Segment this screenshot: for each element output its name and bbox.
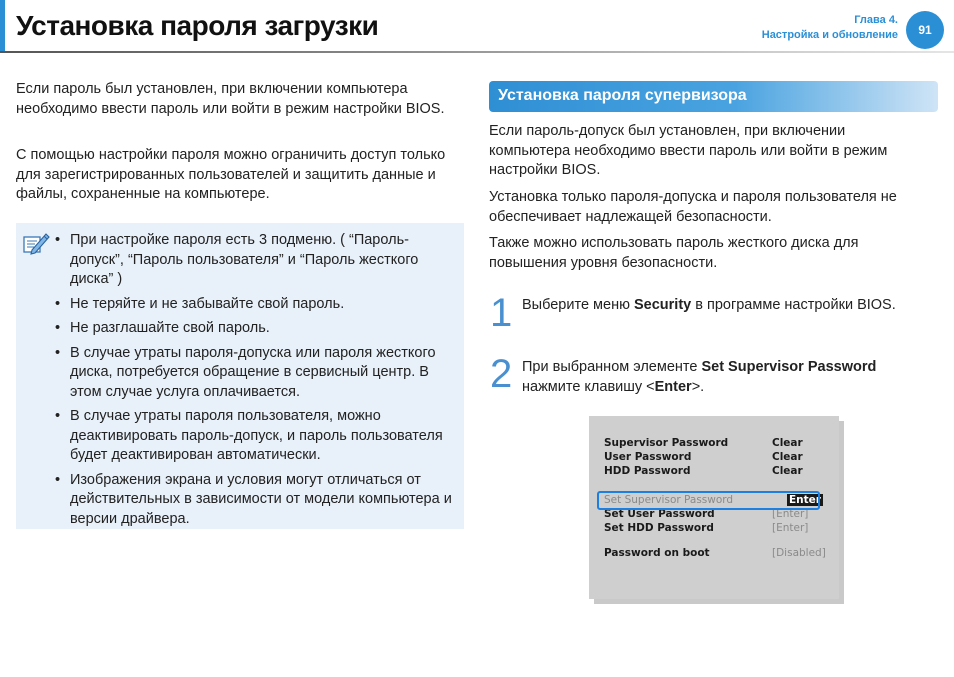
step-1-text xyxy=(522,296,932,316)
bios-row-set-hdd-password xyxy=(604,522,829,536)
title-divider xyxy=(0,51,954,53)
step-2-text xyxy=(522,358,932,397)
bios-row-user-password xyxy=(604,451,829,465)
bios-row-label: Password on boot xyxy=(604,547,710,559)
bios-row-value: Clear xyxy=(772,465,803,477)
section-header xyxy=(489,81,938,112)
chapter-number: Глава 4. xyxy=(854,14,898,26)
section-title: Установка пароля супервизора xyxy=(498,87,747,104)
note-box xyxy=(16,223,464,529)
note-item: • Изображения экрана и условия могут отличаться от действительных в зависимости от модели компьютера и версии драйвера. xyxy=(52,471,456,530)
hdd-password-paragraph: Также можно использовать пароль жесткого диска для повышения уровня безопасности. xyxy=(489,235,859,271)
bios-row-value: [Enter] xyxy=(772,508,809,520)
page-number-badge: 91 xyxy=(906,11,944,49)
bios-row-hdd-password xyxy=(604,465,829,479)
bios-row-label: Set HDD Password xyxy=(604,522,714,534)
note-item: • Не теряйте и не забывайте свой пароль. xyxy=(52,295,456,315)
supervisor-intro-paragraph: Если пароль-допуск был установлен, при включении компьютера необходимо ввести пароль или войти в режим настройки BIOS. xyxy=(489,123,888,178)
bios-row-password-on-boot xyxy=(604,547,829,561)
note-item: • В случае утраты пароля-допуска или пароля жесткого диска, потребуется обращение в сервисный центр. В этом случае услуга оплачивается. xyxy=(52,344,456,403)
step-number-1: 1 xyxy=(490,291,513,335)
bios-row-value: Enter xyxy=(789,494,821,506)
step-number-2: 2 xyxy=(490,352,513,396)
page-title: Установка пароля загрузки xyxy=(16,10,379,41)
bios-row-label: User Password xyxy=(604,451,692,463)
note-item: • Не разглашайте свой пароль. xyxy=(52,319,456,339)
title-accent-bar xyxy=(0,0,5,52)
security-warning-paragraph: Установка только пароля-допуска и пароля пользователя не обеспечивает надлежащей безопасности. xyxy=(489,189,897,225)
purpose-paragraph: С помощью настройки пароля можно ограничить доступ только для зарегистрированных пользователей и защитить данные и файлы, сохраненные на компьютере. xyxy=(16,147,446,202)
chapter-name: Настройка и обновление xyxy=(761,29,898,41)
bios-row-label: Set Supervisor Password xyxy=(604,494,734,506)
step-1-menu-name: Security xyxy=(633,297,692,313)
step-1-prefix: Выберите меню xyxy=(522,297,634,313)
bios-row-set-user-password xyxy=(604,508,829,522)
bios-row-value: Clear xyxy=(772,451,803,463)
note-list xyxy=(52,231,456,534)
bios-selection-highlight xyxy=(597,491,820,510)
bios-row-value: [Disabled] xyxy=(772,547,826,559)
intro-paragraph: Если пароль был установлен, при включении компьютера необходимо ввести пароль или войти в режим настройки BIOS. xyxy=(16,81,445,117)
bios-row-label: HDD Password xyxy=(604,465,691,477)
note-item: • При настройке пароля есть 3 подменю. ( “Пароль-допуск”, “Пароль пользователя” и “Пароль жесткого диска” ) xyxy=(52,231,456,290)
step-1-suffix: в программе настройки BIOS. xyxy=(691,297,896,313)
note-item: • В случае утраты пароля пользователя, можно деактивировать пароль-допуск, и пароль пользователя будет деактивирован автоматически. xyxy=(52,407,456,466)
note-pencil-icon xyxy=(22,231,50,257)
step-2-prefix: При выбранном элементе xyxy=(522,359,702,375)
bios-row-label: Set User Password xyxy=(604,508,715,520)
step-2-item-name: Set Supervisor Password xyxy=(701,359,877,375)
bios-row-supervisor-password xyxy=(604,437,829,451)
bios-row-label: Supervisor Password xyxy=(604,437,729,449)
chapter-label xyxy=(762,13,898,43)
bios-row-value: [Enter] xyxy=(772,522,809,534)
step-2-suffix: >. xyxy=(691,378,705,395)
step-2-key-name: Enter xyxy=(654,378,692,395)
step-2-middle: нажмите клавишу < xyxy=(522,378,655,395)
bios-row-value: Clear xyxy=(772,437,803,449)
